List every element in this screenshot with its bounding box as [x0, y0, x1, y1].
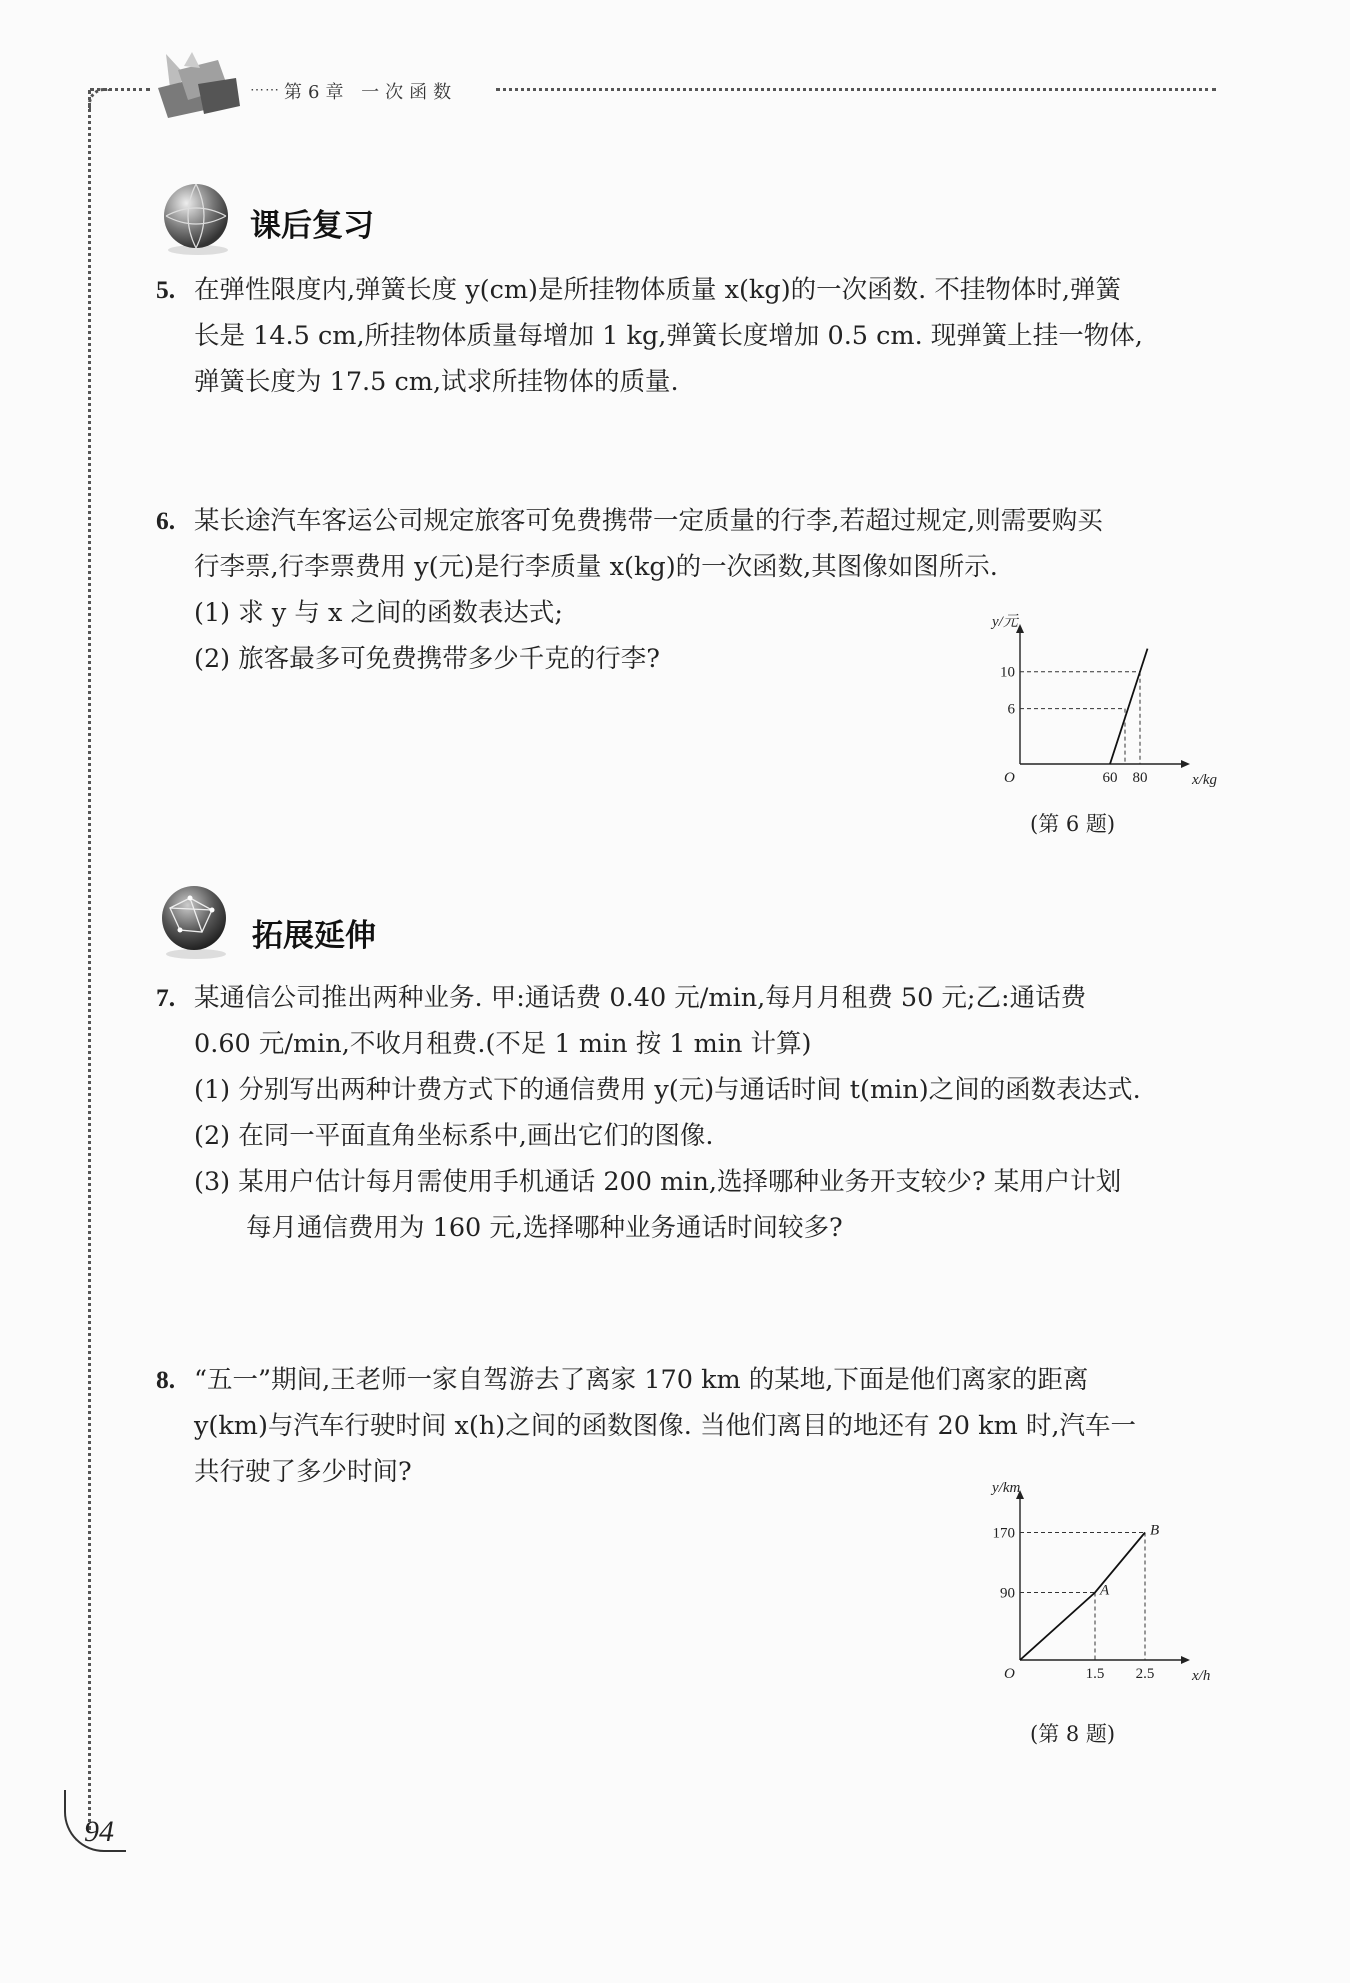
network-globe-icon	[156, 880, 232, 964]
q7-number: 7.	[156, 983, 176, 1012]
x-tick-label: 2.5	[1135, 1666, 1155, 1682]
q8-line-2: y(km)与汽车行驶时间 x(h)之间的函数图像. 当他们离目的地还有 20 km 时,汽车一	[194, 1411, 1136, 1441]
q7-sub-3: (3) 某用户估计每月需使用手机通话 200 min,选择哪种业务开支较少? 某用户计划	[194, 1167, 1122, 1197]
q5-line-1: 在弹性限度内,弹簧长度 y(cm)是所挂物体质量 x(kg)的一次函数. 不挂物体时,弹簧	[194, 275, 1121, 305]
y-tick-label: 10	[1000, 664, 1015, 681]
x-tick-label: 80	[1132, 770, 1148, 786]
section-title-extension: 拓展延伸	[252, 918, 376, 954]
x-axis-label: x/kg	[1192, 772, 1217, 788]
section-title-review: 课后复习	[250, 208, 374, 244]
q7-sub-3-cont: 每月通信费用为 160 元,选择哪种业务通话时间较多?	[246, 1213, 843, 1243]
header-dots-small: ⋯⋯	[250, 82, 280, 98]
q6-sub-1: (1) 求 y 与 x 之间的函数表达式;	[194, 598, 564, 628]
q5-line-3: 弹簧长度为 17.5 cm,试求所挂物体的质量.	[194, 367, 679, 397]
q7-sub-2: (2) 在同一平面直角坐标系中,画出它们的图像.	[194, 1121, 714, 1151]
q5-line-2: 长是 14.5 cm,所挂物体质量每增加 1 kg,弹簧长度增加 0.5 cm. 现弹簧上挂一物体,	[194, 321, 1143, 351]
x-tick-label: 60	[1102, 770, 1118, 786]
q8-number: 8.	[156, 1365, 176, 1394]
function-line	[1110, 649, 1148, 764]
left-rule-curve	[88, 88, 111, 111]
q7-sub-1: (1) 分别写出两种计费方式下的通信费用 y(元)与通话时间 t(min)之间的函数表达式.	[194, 1075, 1141, 1105]
q5-number: 5.	[156, 275, 176, 304]
chart-q8	[960, 1480, 1210, 1700]
q6-caption: (第 6 题)	[1030, 812, 1116, 836]
x-axis-label: x/h	[1192, 1668, 1211, 1684]
q7-line-1: 某通信公司推出两种业务. 甲:通话费 0.40 元/min,每月月租费 50 元;乙:通话费	[194, 983, 1087, 1013]
origin-label: O	[1004, 770, 1015, 786]
q8-line-3: 共行驶了多少时间?	[194, 1457, 412, 1487]
q8-caption: (第 8 题)	[1030, 1722, 1116, 1746]
header-rule-right	[496, 88, 1216, 91]
point-label: A	[1100, 1582, 1110, 1599]
x-axis-arrow	[1181, 1656, 1190, 1664]
y-tick-label: 6	[1007, 701, 1015, 718]
q8-line-1: “五一”期间,王老师一家自驾游去了离家 170 km 的某地,下面是他们离家的距离	[194, 1365, 1089, 1395]
function-polyline	[1020, 1533, 1145, 1661]
y-tick-label: 170	[992, 1525, 1015, 1542]
point-label: B	[1150, 1522, 1160, 1539]
left-margin-rule	[88, 90, 91, 1830]
y-axis-label: y/km	[992, 1480, 1021, 1496]
x-axis-arrow	[1181, 760, 1190, 768]
chart-q6	[960, 610, 1217, 800]
globe-icon	[158, 180, 234, 260]
chapter-title: 第6章 一次函数	[284, 82, 458, 103]
q6-line-1: 某长途汽车客运公司规定旅客可免费携带一定质量的行李,若超过规定,则需要购买	[194, 506, 1103, 536]
q6-sub-2: (2) 旅客最多可免费携带多少千克的行李?	[194, 644, 660, 674]
q7-line-2: 0.60 元/min,不收月租费.(不足 1 min 按 1 min 计算)	[194, 1029, 812, 1059]
origin-label: O	[1004, 1666, 1015, 1682]
header-emblem	[148, 48, 244, 124]
y-axis-label: y/元	[992, 614, 1018, 630]
q6-number: 6.	[156, 506, 176, 535]
y-tick-label: 90	[1000, 1585, 1015, 1602]
q6-line-2: 行李票,行李票费用 y(元)是行李质量 x(kg)的一次函数,其图像如图所示.	[194, 552, 998, 582]
page-number: 94	[84, 1815, 114, 1848]
x-tick-label: 1.5	[1085, 1666, 1105, 1682]
